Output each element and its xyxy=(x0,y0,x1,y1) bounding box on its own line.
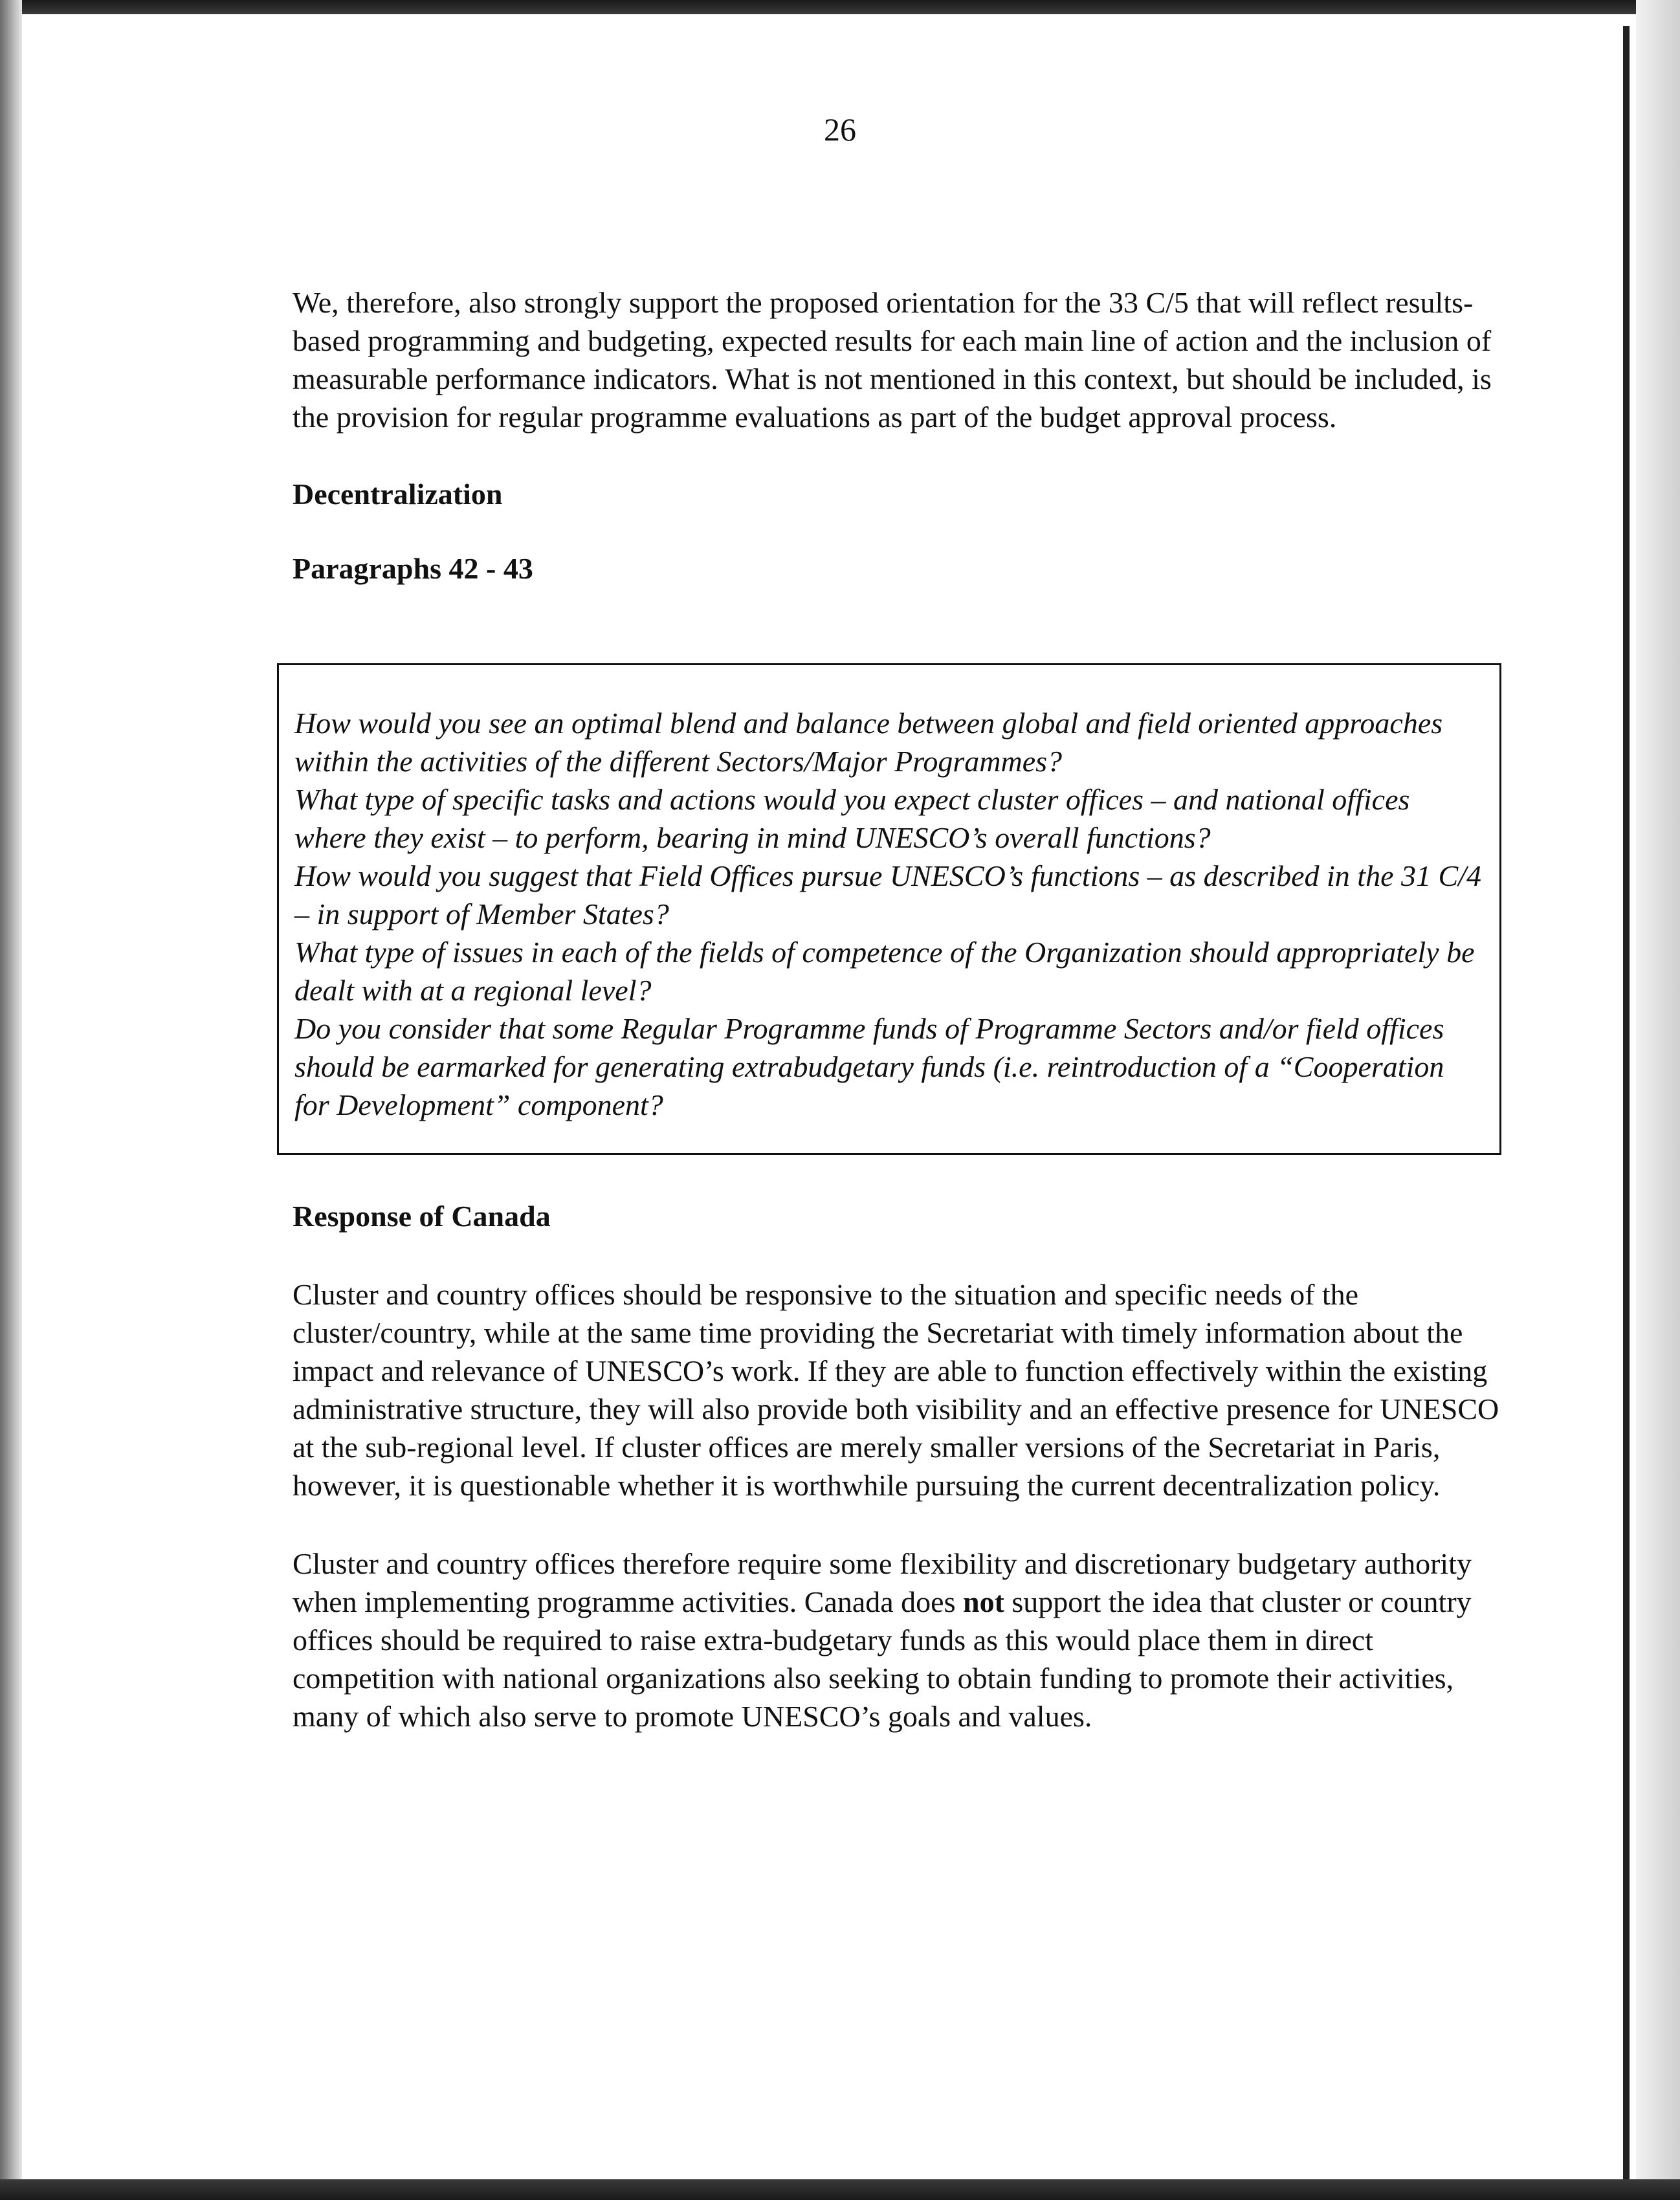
question-item: Do you consider that some Regular Programme funds of Programme Sectors and/or field offices should be earmarked for generating extrabudgetary funds (i.e. reintroduction of a “Cooperation for Development” component? xyxy=(294,1012,1444,1121)
question-item: How would you suggest that Field Offices pursue UNESCO’s functions – as described in the 31 C/4 – in support of Member States? xyxy=(294,859,1481,930)
response-section xyxy=(293,1197,1509,1735)
upper-content xyxy=(293,283,1509,588)
section-heading: Decentralization xyxy=(293,478,503,511)
response-paragraph-2-part-1: Cluster and country offices therefore require some flexibility and discretionary budgetary authority when implementing programme activities. Canada does xyxy=(293,1547,1472,1618)
page-number: 26 xyxy=(824,111,856,148)
question-item: What type of specific tasks and actions would you expect cluster offices – and national offices where they exist – to perform, bearing in mind UNESCO’s overall functions? xyxy=(294,783,1410,854)
scan-border-left xyxy=(0,0,22,2200)
scan-border-bottom xyxy=(0,2179,1680,2200)
response-paragraph-2 xyxy=(293,1545,1509,1735)
response-heading: Response of Canada xyxy=(293,1200,551,1233)
question-item: What type of issues in each of the fields of competence of the Organization should appropriately be dealt with at a regional level? xyxy=(294,936,1475,1007)
emphasis-not: not xyxy=(963,1585,1004,1618)
questions-box xyxy=(277,663,1501,1155)
scan-border-top xyxy=(0,0,1680,14)
question-item: How would you see an optimal blend and balance between global and field oriented approaches within the activities of the different Sectors/Major Programmes? xyxy=(294,707,1443,778)
paragraphs-subheading: Paragraphs 42 - 43 xyxy=(293,552,533,585)
response-paragraph-2-part-2: support the idea that cluster or country offices should be required to raise extra-budgetary funds as this would place them in direct competition with national organizations also seeking to obtain funding to promote their activities, many of which also serve to promote UNESCO’s goals and values. xyxy=(293,1585,1472,1733)
scan-edge-line xyxy=(1623,26,1630,2181)
scan-border-right xyxy=(1636,0,1680,2200)
response-paragraph-1: Cluster and country offices should be responsive to the situation and specific needs of the cluster/country, while at the same time providing the Secretariat with timely information about the impact and relevance of UNESCO’s work. If they are able to function effectively within the existing administrative structure, they will also provide both visibility and an effective presence for UNESCO at the sub-regional level. If cluster offices are merely smaller versions of the Secretariat in Paris, however, it is questionable whether it is worthwhile pursuing the current decentralization policy. xyxy=(293,1278,1499,1502)
intro-paragraph: We, therefore, also strongly support the proposed orientation for the 33 C/5 that will reflect results-based programming and budgeting, expected results for each main line of action and the inclusion of measurable performance indicators. What is not mentioned in this context, but should be included, is the provision for regular programme evaluations as part of the budget approval process. xyxy=(293,286,1492,434)
